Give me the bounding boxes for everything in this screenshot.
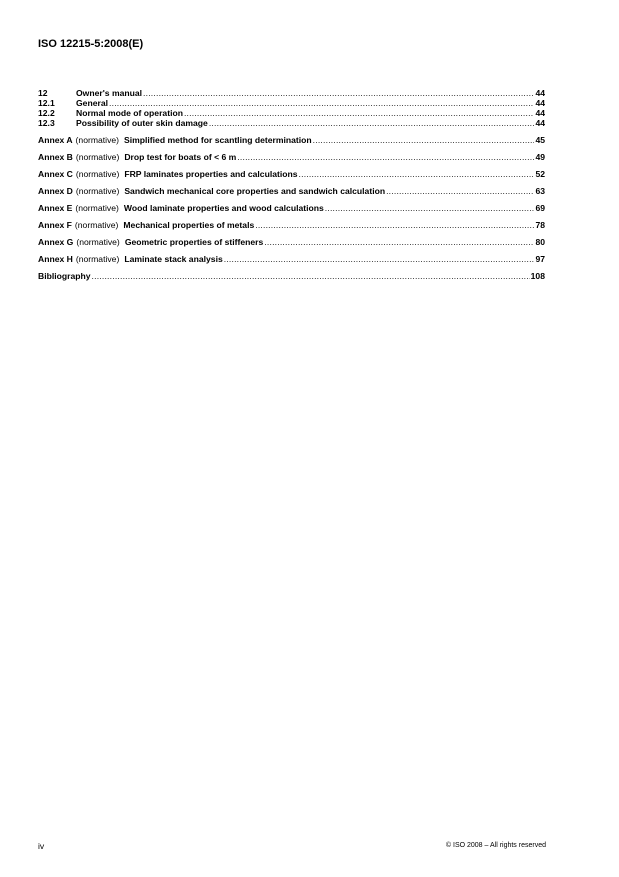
- toc-page: 108: [530, 271, 545, 281]
- toc-leader: [264, 237, 534, 247]
- annex-type: (normative): [76, 237, 120, 247]
- toc-title: Laminate stack analysis: [124, 254, 223, 264]
- annex-label: Annex H: [38, 254, 73, 264]
- toc-title: Mechanical properties of metals: [123, 220, 255, 230]
- annex-label: Annex C: [38, 169, 73, 179]
- toc-leader: [224, 254, 535, 264]
- toc-title: Simplified method for scantling determination: [124, 135, 312, 145]
- toc-entry-annex-a[interactable]: [38, 135, 545, 145]
- toc-entry-12[interactable]: [38, 88, 545, 98]
- annex-label: Annex F: [38, 220, 72, 230]
- toc-title: Sandwich mechanical core properties and sandwich calculation: [124, 186, 386, 196]
- toc-title: Drop test for boats of < 6 m: [124, 152, 237, 162]
- toc-number: 12: [38, 88, 48, 98]
- toc-page: 69: [535, 203, 545, 213]
- toc-leader: [325, 203, 535, 213]
- toc-page: 80: [535, 237, 545, 247]
- toc-title: Owner's manual: [76, 88, 143, 98]
- toc-title: FRP laminates properties and calculations: [124, 169, 298, 179]
- toc-leader: [109, 98, 534, 108]
- annex-label: Annex B: [38, 152, 73, 162]
- copyright-notice: © ISO 2008 – All rights reserved: [445, 842, 546, 849]
- toc-entry-annex-f[interactable]: [38, 220, 545, 230]
- toc-entry-bibliography[interactable]: [38, 271, 545, 281]
- toc-title: Wood laminate properties and wood calculations: [123, 203, 324, 213]
- toc-page: 44: [535, 118, 545, 128]
- toc-page: 63: [535, 186, 545, 196]
- toc-entry-annex-b[interactable]: [38, 152, 545, 162]
- toc-leader: [143, 88, 534, 98]
- annex-type: (normative): [75, 169, 120, 179]
- page-number: iv: [38, 841, 45, 851]
- toc-leader: [92, 271, 530, 281]
- toc-entry-12-2[interactable]: [38, 108, 545, 118]
- toc-number: 12.1: [38, 98, 55, 108]
- toc-title: General: [76, 98, 109, 108]
- annex-label: Annex G: [38, 237, 74, 247]
- toc-page: 45: [535, 135, 545, 145]
- toc-leader: [299, 169, 535, 179]
- toc-leader: [255, 220, 534, 230]
- annex-type: (normative): [74, 220, 119, 230]
- annex-type: (normative): [75, 203, 119, 213]
- toc-page: 78: [535, 220, 545, 230]
- toc-leader: [386, 186, 534, 196]
- table-of-contents: [38, 88, 545, 281]
- toc-page: 49: [535, 152, 545, 162]
- toc-title: Possibility of outer skin damage: [76, 118, 208, 128]
- toc-leader: [237, 152, 534, 162]
- toc-title: Normal mode of operation: [76, 108, 183, 118]
- toc-entry-annex-g[interactable]: [38, 237, 545, 247]
- toc-page: 44: [535, 98, 545, 108]
- toc-entry-12-3[interactable]: [38, 118, 545, 128]
- toc-entry-annex-e[interactable]: [38, 203, 545, 213]
- toc-number: 12.2: [38, 108, 55, 118]
- toc-leader: [313, 135, 535, 145]
- toc-title: Geometric properties of stiffeners: [124, 237, 264, 247]
- toc-page: 44: [535, 108, 545, 118]
- toc-leader: [184, 108, 534, 118]
- toc-number: 12.3: [38, 118, 55, 128]
- toc-title: Bibliography: [38, 271, 91, 281]
- annex-type: (normative): [75, 254, 120, 264]
- annex-label: Annex D: [38, 186, 73, 196]
- toc-page: 52: [535, 169, 545, 179]
- toc-entry-annex-h[interactable]: [38, 254, 545, 264]
- toc-page: 44: [535, 88, 545, 98]
- toc-entry-annex-d[interactable]: [38, 186, 545, 196]
- document-id: ISO 12215-5:2008(E): [38, 38, 144, 50]
- toc-entry-annex-c[interactable]: [38, 169, 545, 179]
- annex-label: Annex E: [38, 203, 73, 213]
- toc-leader: [209, 118, 535, 128]
- annex-type: (normative): [75, 152, 120, 162]
- annex-label: Annex A: [38, 135, 73, 145]
- annex-type: (normative): [75, 186, 120, 196]
- toc-entry-12-1[interactable]: [38, 98, 545, 108]
- annex-type: (normative): [75, 135, 120, 145]
- toc-page: 97: [535, 254, 545, 264]
